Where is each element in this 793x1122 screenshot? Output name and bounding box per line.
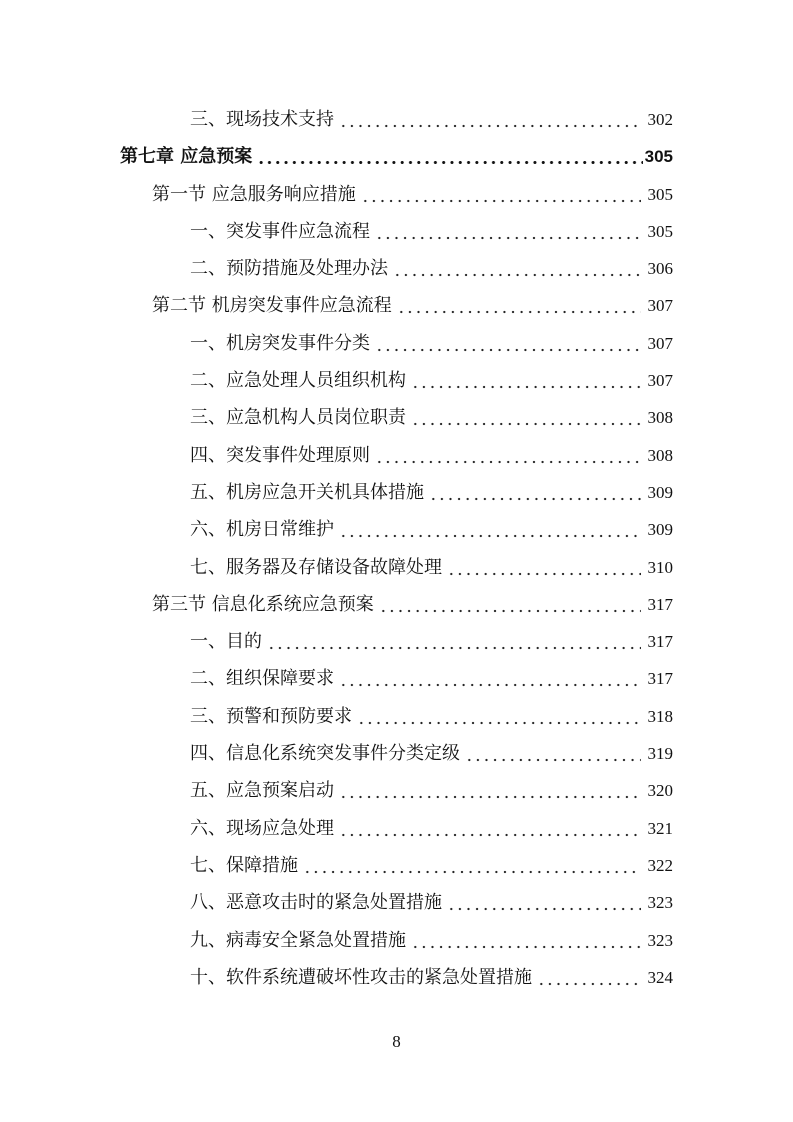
toc-item-entry xyxy=(120,474,673,511)
toc-page-number: 307 xyxy=(647,296,673,316)
toc-item-entry xyxy=(120,325,673,362)
toc-entry-title: 第七章 应急预案 xyxy=(120,146,253,168)
toc-entry-title: 五、机房应急开关机具体措施 xyxy=(190,481,424,503)
toc-item-entry xyxy=(120,101,673,138)
toc-entry-title: 四、突发事件处理原则 xyxy=(190,444,370,466)
dot-leader xyxy=(339,660,641,697)
toc-page-number: 317 xyxy=(647,632,673,652)
toc-item-entry xyxy=(120,698,673,735)
toc-item-entry xyxy=(120,735,673,772)
toc-entry-title: 五、应急预案启动 xyxy=(190,780,334,802)
toc-page-number: 324 xyxy=(647,967,673,987)
dot-leader xyxy=(397,287,641,324)
dot-leader xyxy=(447,549,641,586)
toc-item-entry xyxy=(120,549,673,586)
toc-page-number: 320 xyxy=(647,781,673,801)
toc-entry-title: 第三节 信息化系统应急预案 xyxy=(152,593,374,615)
toc-entry-title: 四、信息化系统突发事件分类定级 xyxy=(190,743,460,765)
dot-leader xyxy=(411,399,641,436)
toc-item-entry xyxy=(120,250,673,287)
toc-entry-title: 二、预防措施及处理办法 xyxy=(190,258,388,280)
toc-item-entry xyxy=(120,772,673,809)
toc-entry-title: 一、目的 xyxy=(190,631,262,653)
toc-entry-title: 第二节 机房突发事件应急流程 xyxy=(152,295,392,317)
dot-leader xyxy=(411,922,641,959)
toc-page-number: 319 xyxy=(647,744,673,764)
dot-leader xyxy=(339,101,641,138)
toc-item-entry xyxy=(120,847,673,884)
toc-item-entry xyxy=(120,623,673,660)
toc-page-number: 309 xyxy=(647,482,673,502)
toc-page-number: 307 xyxy=(647,371,673,391)
toc-item-entry xyxy=(120,922,673,959)
toc-item-entry xyxy=(120,213,673,250)
toc-entry-title: 八、恶意攻击时的紧急处置措施 xyxy=(190,892,442,914)
toc-item-entry xyxy=(120,810,673,847)
toc-page-number: 323 xyxy=(647,930,673,950)
toc-page-number: 305 xyxy=(644,147,673,167)
toc-page-number: 302 xyxy=(647,110,673,129)
toc-entry-title: 第一节 应急服务响应措施 xyxy=(152,183,356,205)
toc-entry-title: 七、保障措施 xyxy=(190,854,298,876)
toc-entry-title: 七、服务器及存储设备故障处理 xyxy=(190,556,442,578)
toc-entry-title: 九、病毒安全紧急处置措施 xyxy=(190,929,406,951)
dot-leader xyxy=(393,250,641,287)
toc-page-number: 305 xyxy=(647,184,673,204)
toc-entry-title: 十、软件系统遭破坏性攻击的紧急处置措施 xyxy=(190,966,532,988)
dot-leader xyxy=(339,511,641,548)
toc-section-entry xyxy=(120,586,673,623)
toc-section-entry xyxy=(120,287,673,324)
toc-section-entry xyxy=(120,176,673,213)
toc-page-number: 309 xyxy=(647,520,673,540)
dot-leader xyxy=(375,437,641,474)
toc-item-entry xyxy=(120,959,673,996)
toc-entry-title: 三、应急机构人员岗位职责 xyxy=(190,407,406,429)
toc-item-entry xyxy=(120,399,673,436)
toc-page-number: 306 xyxy=(647,259,673,279)
toc-item-entry xyxy=(120,437,673,474)
toc-item-entry xyxy=(120,660,673,697)
toc-entry-title: 三、预警和预防要求 xyxy=(190,705,352,727)
toc-entry-title: 二、组织保障要求 xyxy=(190,668,334,690)
dot-leader xyxy=(465,735,641,772)
dot-leader xyxy=(411,362,641,399)
table-of-contents xyxy=(120,101,673,996)
toc-chapter-entry xyxy=(120,138,673,175)
toc-item-entry xyxy=(120,511,673,548)
toc-entry-title: 一、突发事件应急流程 xyxy=(190,220,370,242)
toc-entry-title: 三、现场技术支持 xyxy=(190,109,334,130)
dot-leader xyxy=(303,847,641,884)
dot-leader xyxy=(429,474,641,511)
toc-page-number: 317 xyxy=(647,669,673,689)
toc-page-number: 321 xyxy=(647,818,673,838)
toc-page-number: 305 xyxy=(647,221,673,241)
toc-page-number: 308 xyxy=(647,408,673,428)
toc-page-number: 322 xyxy=(647,855,673,875)
toc-page-number: 310 xyxy=(647,557,673,577)
toc-entry-title: 六、机房日常维护 xyxy=(190,519,334,541)
toc-item-entry xyxy=(120,884,673,921)
toc-page-number: 307 xyxy=(647,333,673,353)
toc-entry-title: 六、现场应急处理 xyxy=(190,817,334,839)
page-number: 8 xyxy=(392,1032,401,1051)
dot-leader xyxy=(357,698,641,735)
toc-entry-title: 二、应急处理人员组织机构 xyxy=(190,370,406,392)
dot-leader xyxy=(257,138,642,175)
dot-leader xyxy=(267,623,641,660)
toc-page-number: 317 xyxy=(647,594,673,614)
dot-leader xyxy=(339,772,641,809)
toc-item-entry xyxy=(120,362,673,399)
toc-page-number: 318 xyxy=(647,706,673,726)
toc-page-number: 308 xyxy=(647,445,673,465)
dot-leader xyxy=(537,959,641,996)
dot-leader xyxy=(339,810,641,847)
dot-leader xyxy=(375,325,641,362)
toc-entry-title: 一、机房突发事件分类 xyxy=(190,332,370,354)
dot-leader xyxy=(375,213,641,250)
toc-page-number: 323 xyxy=(647,893,673,913)
dot-leader xyxy=(447,884,641,921)
dot-leader xyxy=(361,176,641,213)
dot-leader xyxy=(379,586,641,623)
